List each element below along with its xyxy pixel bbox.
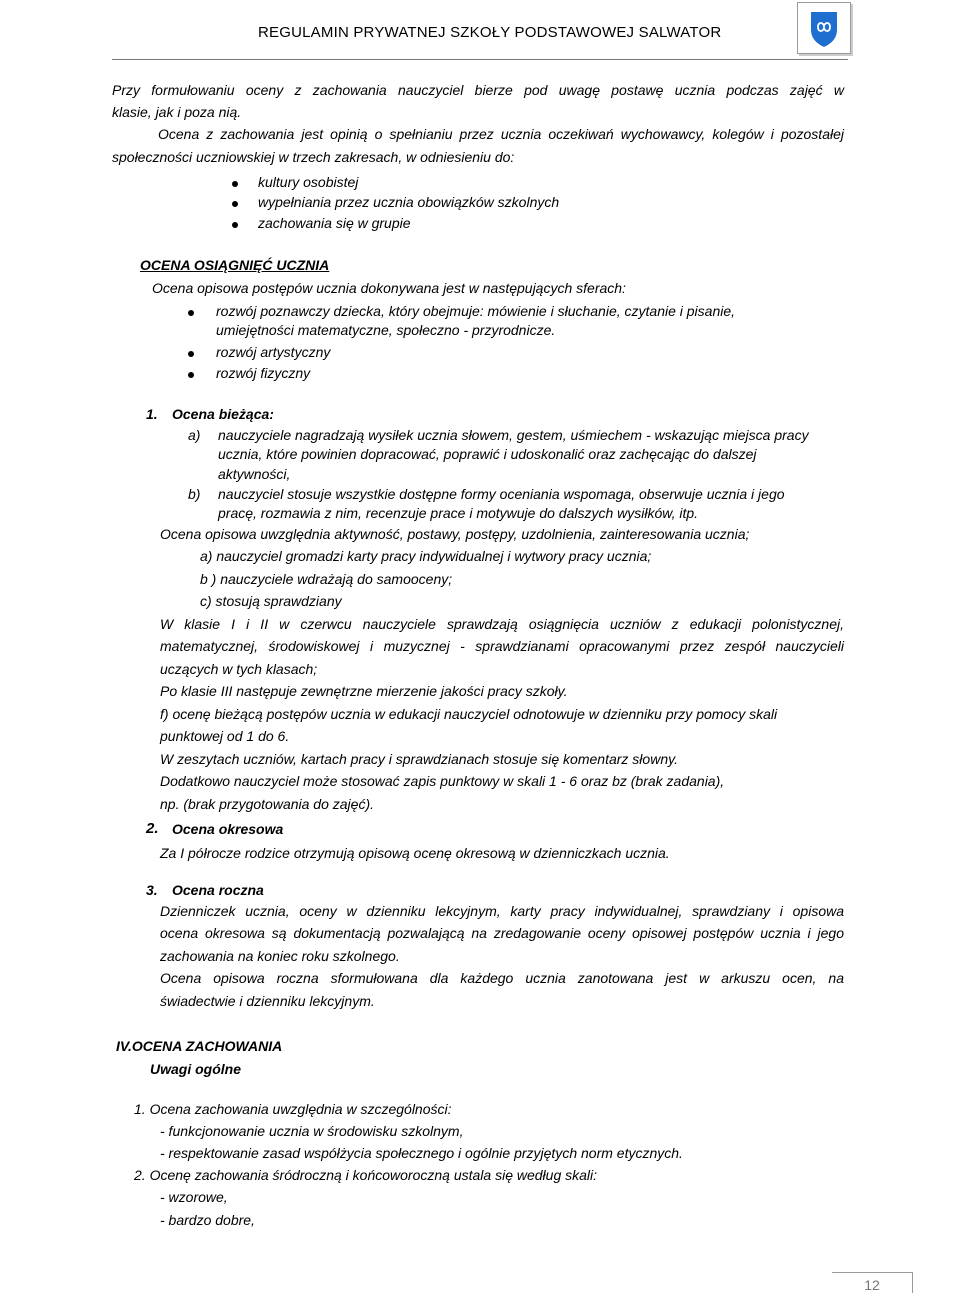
section-4-item-2b: - bardzo dobre, bbox=[160, 1212, 255, 1228]
section-1-w-line-3: uczących w tych klasach; bbox=[160, 661, 318, 677]
intro-bullet-1: kultury osobistej bbox=[258, 174, 359, 190]
section-3-line-3: zachowania na koniec roku szkolnego. bbox=[160, 948, 400, 964]
section-4-item-2a: - wzorowe, bbox=[160, 1189, 228, 1205]
section-1-zeszyty: W zeszytach uczniów, kartach pracy i sprawdzianach stosuje się komentarz słowny. bbox=[160, 751, 678, 767]
bullet-dot bbox=[232, 201, 238, 207]
bullet-dot bbox=[232, 181, 238, 187]
header-rule bbox=[112, 59, 848, 60]
section-1-sub-a: a) nauczyciel gromadzi karty pracy indywidualnej i wytwory pracy ucznia; bbox=[200, 548, 652, 564]
school-logo bbox=[797, 2, 851, 54]
section-1-b-line-2: pracę, rozmawia z nim, recenzuje prace i motywuje do dalszych wysiłków, itp. bbox=[218, 505, 699, 521]
section-4-item-1b: - respektowanie zasad współżycia społecznego i ogólnie przyjętych norm etycznych. bbox=[160, 1145, 683, 1161]
bullet-dot bbox=[188, 351, 194, 357]
intro-paragraph-2-line-2: społeczności uczniowskiej w trzech zakresach, w odniesieniu do: bbox=[112, 149, 515, 165]
section-3-line-2: ocena okresowa są dokumentacją pozwalającą na zredagowanie oceny opisowej postępów ucznia i jego bbox=[160, 925, 844, 941]
section-1-a-line-2: ucznia, które powinien dopracować, poprawić i udoskonalić oraz zachęcając do dalszej bbox=[218, 446, 757, 462]
section-1-a-line-3: aktywności, bbox=[218, 466, 291, 482]
section-1-b-line-1: nauczyciel stosuje wszystkie dostępne formy oceniania wspomaga, obserwuje ucznia i jego bbox=[218, 486, 785, 502]
achievements-bullet-2: rozwój artystyczny bbox=[216, 344, 331, 360]
section-3-number: 3. bbox=[146, 882, 158, 898]
intro-bullet-3: zachowania się w grupie bbox=[258, 215, 411, 231]
section-3-title: Ocena roczna bbox=[172, 882, 264, 898]
section-1-a-label: a) bbox=[188, 427, 201, 443]
achievements-bullet-1-line-2: umiejętności matematyczne, społeczno - przyrodnicze. bbox=[216, 322, 556, 338]
bullet-dot bbox=[188, 310, 194, 316]
achievements-bullet-1-line-1: rozwój poznawczy dziecka, który obejmuje: mówienie i słuchanie, czytanie i pisanie, bbox=[216, 303, 736, 319]
section-1-description: Ocena opisowa uwzględnia aktywność, postawy, postępy, uzdolnienia, zainteresowania ucznia; bbox=[160, 526, 750, 542]
section-1-f-line-1: f) ocenę bieżącą postępów ucznia w edukacji nauczyciel odnotowuje w dzienniku przy pomocy skali bbox=[160, 706, 778, 722]
section-2-number: 2. bbox=[146, 820, 159, 837]
achievements-heading: OCENA OSIĄGNIĘĆ UCZNIA bbox=[140, 257, 330, 273]
bullet-dot bbox=[188, 372, 194, 378]
section-3-line-1: Dzienniczek ucznia, oceny w dzienniku lekcyjnym, karty pracy indywidualnej, sprawdziany i opisowa bbox=[160, 903, 844, 919]
bullet-dot bbox=[232, 222, 238, 228]
achievements-bullet-3: rozwój fizyczny bbox=[216, 365, 311, 381]
section-3-line-4: Ocena opisowa roczna sformułowana dla każdego ucznia zanotowana jest w arkuszu ocen, na bbox=[160, 970, 844, 986]
section-4-item-2: 2. Ocenę zachowania śródroczną i końcoworoczną ustala się według skali: bbox=[134, 1167, 598, 1183]
section-4-item-1a: - funkcjonowanie ucznia w środowisku szkolnym, bbox=[160, 1123, 464, 1139]
document-header-title: REGULAMIN PRYWATNEJ SZKOŁY PODSTAWOWEJ SALWATOR bbox=[258, 24, 722, 41]
page-number: 12 bbox=[832, 1272, 913, 1293]
section-1-sub-b: b ) nauczyciele wdrażają do samooceny; bbox=[200, 571, 453, 587]
intro-paragraph-1-line-2: klasie, jak i poza nią. bbox=[112, 104, 242, 120]
section-1-w-line-2: matematycznej, środowiskowej i muzycznej - sprawdzianami opracowanymi przez zespół nauczycieli bbox=[160, 638, 844, 654]
section-1-po: Po klasie III następuje zewnętrzne mierzenie jakości pracy szkoły. bbox=[160, 683, 568, 699]
section-1-sub-c: c) stosują sprawdziany bbox=[200, 593, 342, 609]
section-1-w-line-1: W klasie I i II w czerwcu nauczyciele sprawdzają osiągnięcia uczniów z edukacji polonistycznej, bbox=[160, 616, 844, 632]
section-4-item-1: 1. Ocena zachowania uwzględnia w szczególności: bbox=[134, 1101, 452, 1117]
section-1-a-line-1: nauczyciele nagradzają wysiłek ucznia słowem, gestem, uśmiechem - wskazując miejsca pracy bbox=[218, 427, 809, 443]
section-1-dodatkowo-line-2: np. (brak przygotowania do zajęć). bbox=[160, 796, 374, 812]
section-2-title: Ocena okresowa bbox=[172, 821, 284, 837]
section-4-subtitle: Uwagi ogólne bbox=[150, 1061, 241, 1077]
section-1-title: Ocena bieżąca: bbox=[172, 406, 274, 422]
shield-icon bbox=[798, 3, 850, 53]
intro-bullet-2: wypełniania przez ucznia obowiązków szkolnych bbox=[258, 194, 560, 210]
section-3-line-5: świadectwie i dzienniku lekcyjnym. bbox=[160, 993, 375, 1009]
intro-paragraph-1-line-1: Przy formułowaniu oceny z zachowania nauczyciel bierze pod uwagę postawę ucznia podczas zajęć w bbox=[112, 82, 844, 98]
section-1-dodatkowo-line-1: Dodatkowo nauczyciel może stosować zapis punktowy w skali 1 - 6 oraz bz (brak zadania), bbox=[160, 773, 725, 789]
intro-paragraph-2-line-1: Ocena z zachowania jest opinią o spełnianiu przez ucznia oczekiwań wychowawcy, kolegów i pozostałej bbox=[158, 126, 844, 142]
section-2-text: Za I półrocze rodzice otrzymują opisową ocenę okresową w dzienniczkach ucznia. bbox=[160, 845, 670, 861]
section-1-b-label: b) bbox=[188, 486, 201, 502]
achievements-lead: Ocena opisowa postępów ucznia dokonywana jest w następujących sferach: bbox=[152, 280, 626, 296]
section-4-title: IV.OCENA ZACHOWANIA bbox=[116, 1038, 283, 1054]
section-1-f-line-2: punktowej od 1 do 6. bbox=[160, 728, 290, 744]
section-1-number: 1. bbox=[146, 406, 158, 422]
